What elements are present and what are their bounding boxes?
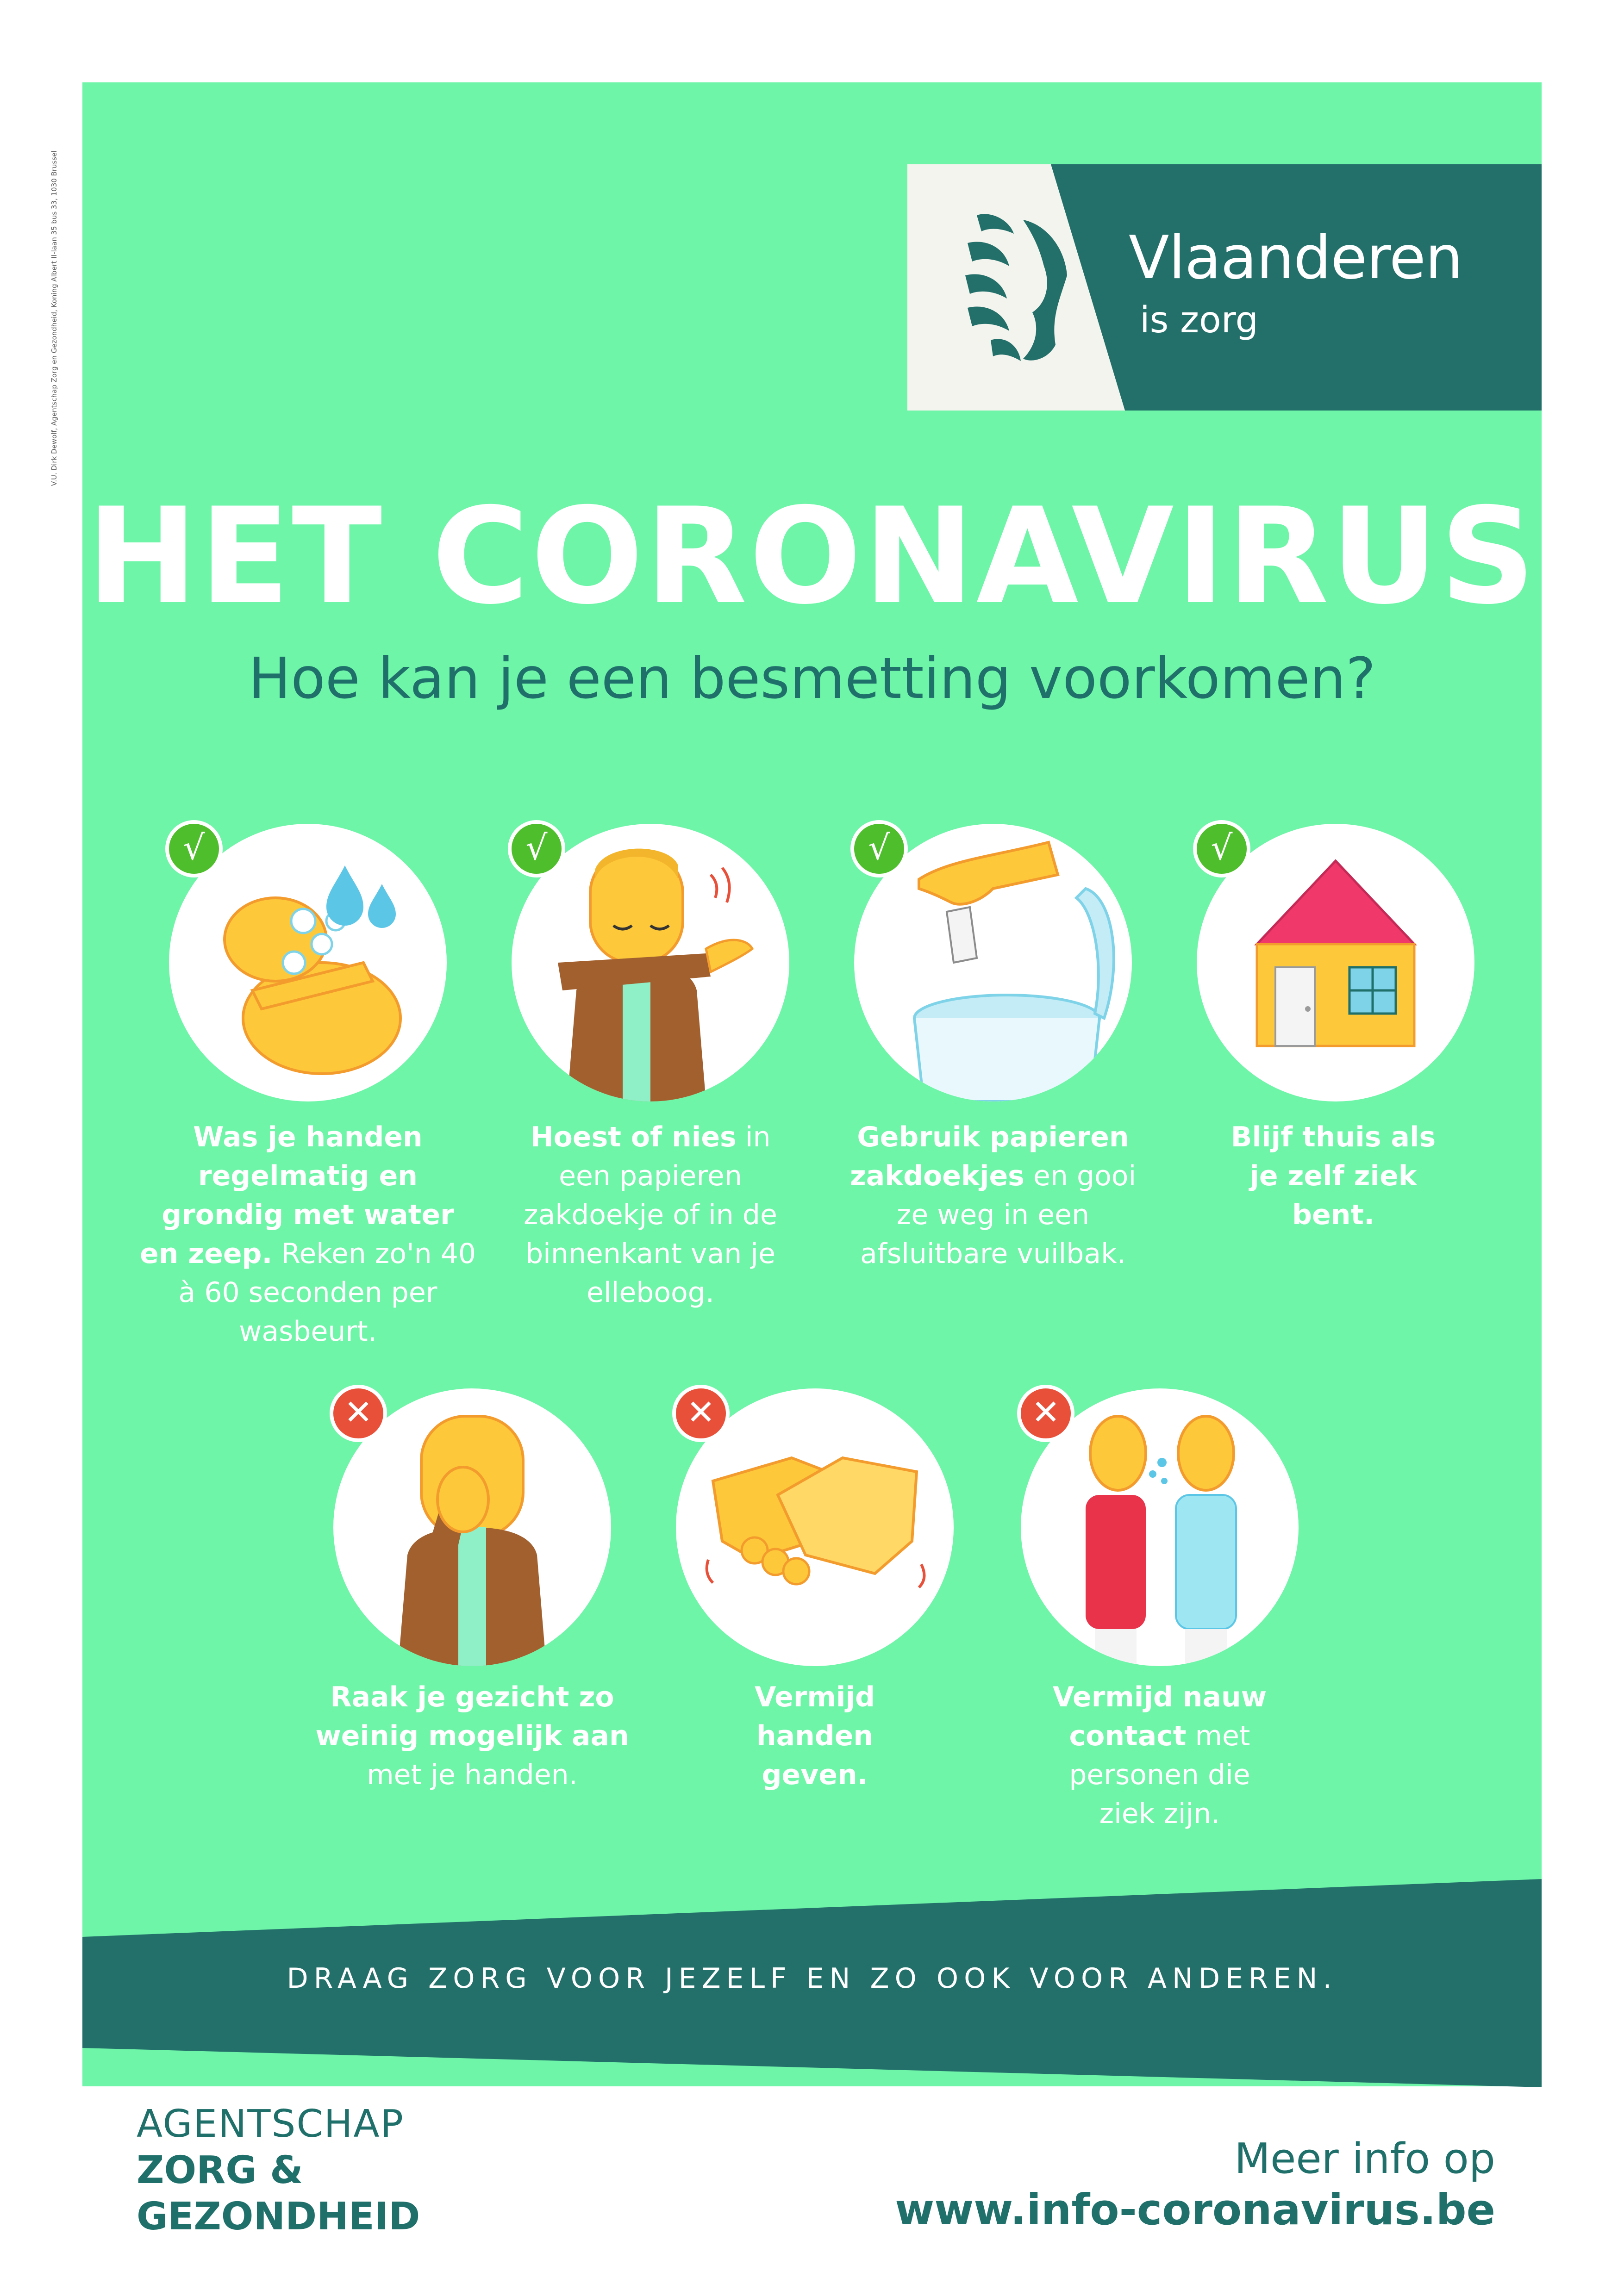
caption-bold: Hoest of nies bbox=[530, 1121, 737, 1153]
publisher-line: V.U. Dirk Dewolf, Agentschap Zorg en Gezondheid, Koning Albert II-laan 35 bus 33, 1030 Brussel bbox=[50, 150, 58, 486]
check-badge-icon: √ bbox=[165, 820, 223, 877]
cross-badge-icon: ✕ bbox=[1017, 1385, 1074, 1442]
agency-line-2: ZORG & bbox=[137, 2148, 303, 2192]
agency-logo bbox=[137, 2101, 420, 2240]
caption-bold: Blijf thuis als je zelf ziek bent. bbox=[1230, 1121, 1436, 1231]
agency-line-3: GEZONDHEID bbox=[137, 2195, 420, 2239]
caption-bold: Gebruik papieren zakdoekjes bbox=[849, 1121, 1129, 1192]
check-badge-icon: √ bbox=[508, 820, 565, 877]
caption-text: met je handen. bbox=[367, 1759, 578, 1791]
caption-bold: Vermijd handen geven. bbox=[754, 1681, 875, 1791]
brand-name: Vlaanderen bbox=[1129, 224, 1462, 292]
slogan: DRAAG ZORG VOOR JEZELF EN ZO OOK VOOR ANDEREN. bbox=[287, 1962, 1337, 1995]
agency-line-1: AGENTSCHAP bbox=[137, 2102, 404, 2146]
caption-bold: Was je handen regelmatig en grondig met water en zeep. bbox=[139, 1121, 454, 1270]
more-info-label: Meer info op bbox=[1234, 2134, 1495, 2183]
cross-badge-icon: ✕ bbox=[330, 1385, 387, 1442]
more-info-url[interactable]: www.info-coronavirus.be bbox=[895, 2185, 1495, 2234]
caption-text: in een papieren zakdoekje of in de binnenkant van je elleboog. bbox=[524, 1121, 777, 1309]
cross-badge-icon: ✕ bbox=[672, 1385, 730, 1442]
check-badge-icon: √ bbox=[850, 820, 908, 877]
page-title: HET CORONAVIRUS bbox=[87, 480, 1537, 634]
caption-text: en gooi ze weg in een afsluitbare vuilbak. bbox=[860, 1160, 1137, 1270]
caption-text: Reken zo'n 40 à 60 seconden per wasbeurt. bbox=[178, 1238, 476, 1348]
more-info bbox=[895, 2134, 1495, 2235]
caption-text: met personen die ziek zijn. bbox=[1069, 1720, 1250, 1830]
page-subtitle: Hoe kan je een besmetting voorkomen? bbox=[248, 646, 1376, 711]
check-badge-icon: √ bbox=[1193, 820, 1250, 877]
caption-bold: Vermijd nauw contact bbox=[1052, 1681, 1267, 1752]
brand-tagline: is zorg bbox=[1140, 299, 1258, 341]
caption-bold: Raak je gezicht zo weinig mogelijk aan bbox=[315, 1681, 629, 1752]
